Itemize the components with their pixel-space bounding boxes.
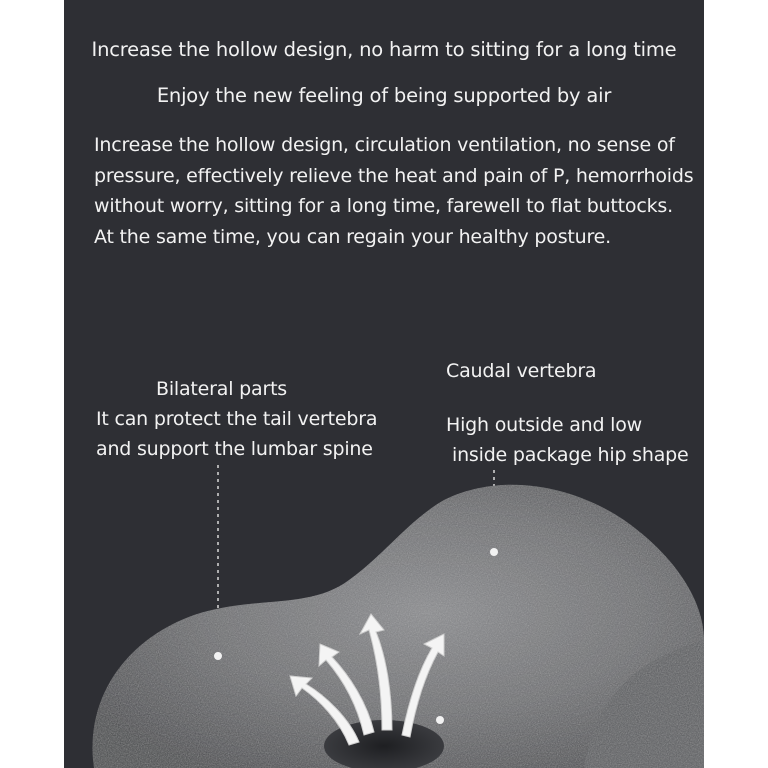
description-line: pressure, effectively relieve the heat and pain of P, hemorrhoids	[94, 164, 694, 187]
callout-caudal-title: Caudal vertebra	[446, 360, 597, 382]
callout-bilateral-line: It can protect the tail vertebra	[96, 408, 378, 430]
marker-dot-hollow	[436, 716, 444, 724]
marker-dot-bilateral	[214, 652, 222, 660]
callout-bilateral-line: and support the lumbar spine	[96, 438, 373, 460]
callout-caudal-line: inside package hip shape	[452, 444, 689, 466]
description-line: At the same time, you can regain your healthy posture.	[94, 225, 612, 248]
headline-line-2: Enjoy the new feeling of being supported by air	[156, 84, 612, 107]
description-line: without worry, sitting for a long time, farewell to flat buttocks.	[94, 195, 673, 217]
product-panel	[64, 0, 704, 768]
headline-line-1: Increase the hollow design, no harm to sitting for a long time	[91, 38, 677, 61]
callout-caudal-line: High outside and low	[446, 414, 643, 436]
callout-bilateral-title: Bilateral parts	[156, 378, 288, 400]
description-line: Increase the hollow design, circulation ventilation, no sense of	[94, 134, 675, 156]
marker-dot-caudal	[490, 548, 498, 556]
